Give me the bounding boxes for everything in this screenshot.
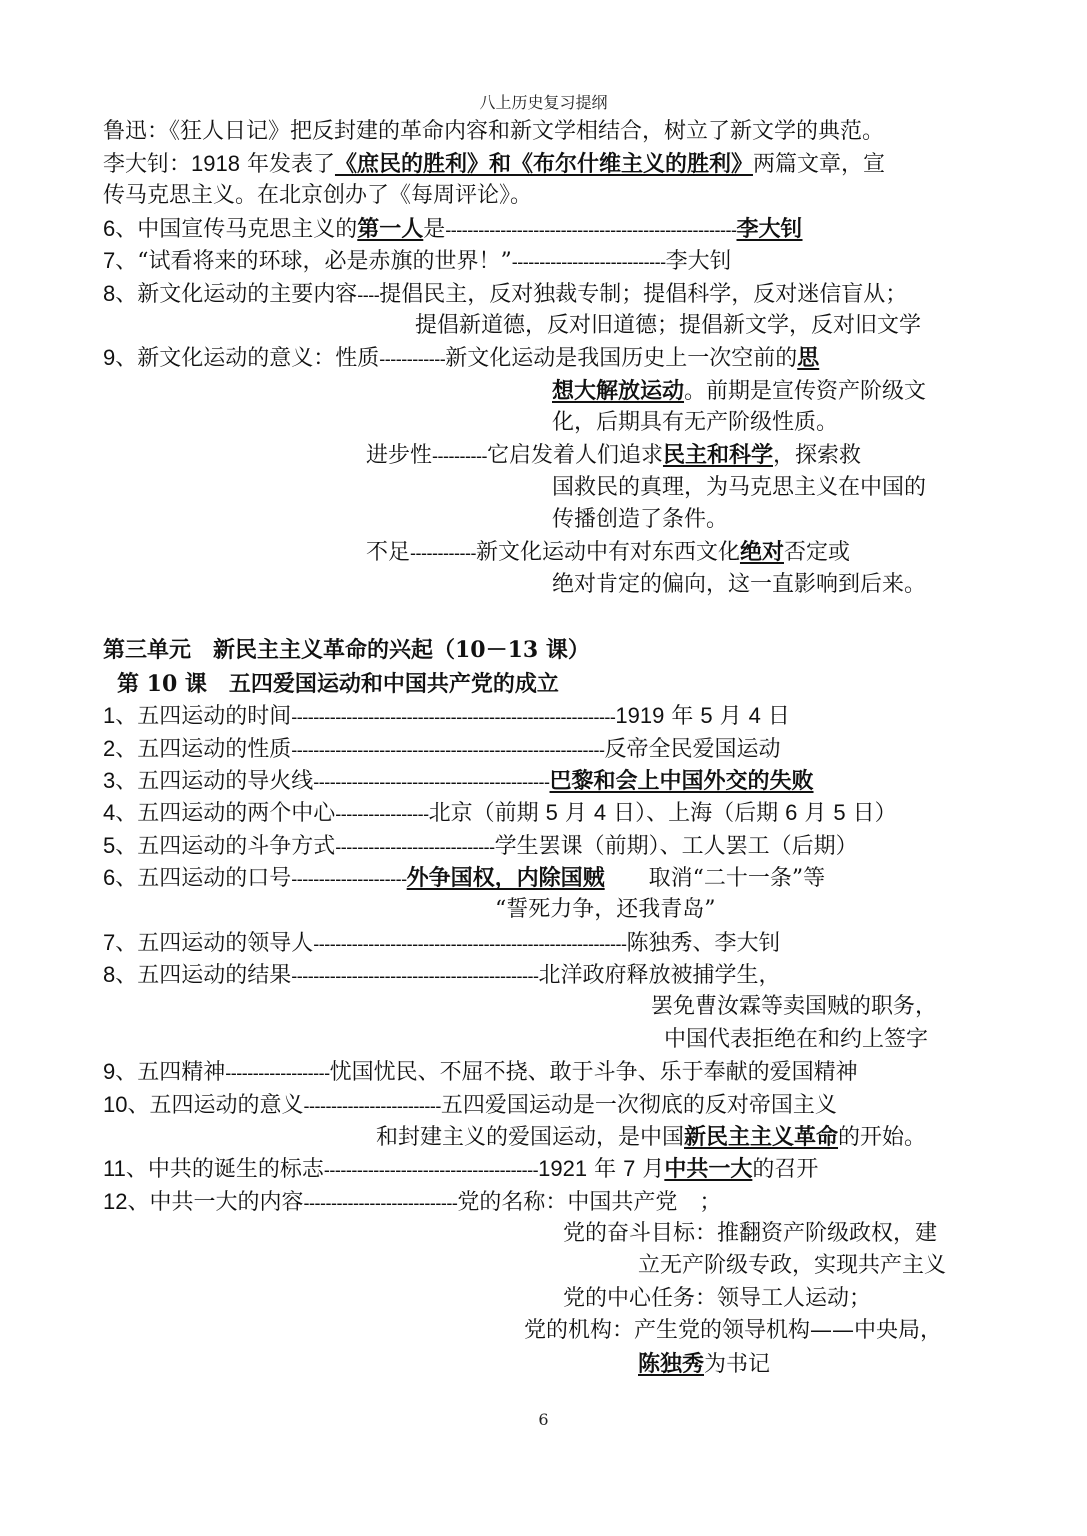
emphasis-text: 外争国权，内除国贼: [406, 865, 605, 891]
text-segment: 12: [103, 1189, 128, 1214]
text-segment: 北洋政府释放被捕学生，: [538, 963, 781, 988]
dash-leader: -----------------------------------------------------: [445, 220, 737, 240]
text-line: [552, 376, 926, 407]
text-line: [366, 537, 850, 568]
text-line: [103, 1187, 721, 1218]
dash-leader: ---------------------------------------------: [291, 966, 539, 986]
emphasis-text: 第一人: [357, 216, 424, 242]
text-segment: 进步性: [366, 443, 433, 468]
text-segment: 国救民的真理，为马克思主义在中国的: [552, 475, 927, 500]
text-line: [552, 570, 926, 600]
text-segment: 月: [557, 801, 594, 826]
text-segment: 五四爱国运动是一次彻底的反对帝国主义: [440, 1093, 837, 1118]
text-segment: 9: [103, 345, 116, 370]
text-segment: 6: [785, 800, 798, 825]
text-segment: 提倡民主，反对独裁专制；提倡科学，反对迷信盲从；: [379, 282, 908, 307]
text-line: [103, 1057, 858, 1088]
text-line: [103, 343, 819, 374]
text-segment: 党的机构：产生党的领导机构——中央局，: [524, 1318, 943, 1343]
text-segment: 4: [593, 800, 607, 825]
text-segment: 立无产阶级专政，实现共产主义: [638, 1253, 947, 1278]
text-segment: 6: [103, 216, 116, 241]
text-line: [552, 408, 838, 438]
text-line: [103, 246, 732, 277]
text-segment: 的开始。: [838, 1125, 927, 1150]
emphasis-text: 《庶民的胜利》和《布尔什维主义的胜利》: [334, 151, 753, 177]
text-segment: 、五四运动的斗争方式: [115, 834, 336, 859]
text-segment: 李大钊：: [103, 152, 192, 177]
text-segment: 。前期是宣传资产阶级文: [684, 379, 927, 404]
text-segment: 、五四运动的口号: [115, 866, 292, 891]
text-line: [103, 734, 780, 765]
text-segment: 反帝全民爱国运动: [604, 737, 781, 762]
dash-leader: -------------------------: [303, 1096, 441, 1116]
text-line: [103, 766, 814, 797]
text-segment: 6: [103, 865, 116, 890]
text-segment: 是: [423, 217, 446, 242]
text-segment: 月: [635, 1157, 665, 1182]
text-segment: 10: [103, 1092, 128, 1117]
text-segment: 1: [103, 703, 116, 728]
emphasis-text: 想大解放运动: [552, 378, 685, 404]
text-segment: 否定或: [783, 540, 850, 565]
text-line: [103, 635, 590, 666]
text-segment: 党的中心任务：领导工人运动；: [563, 1286, 872, 1311]
dash-leader: ---------------------------------------------------------: [313, 934, 627, 954]
text-segment: 、五四运动的两个中心: [115, 801, 336, 826]
text-segment: 两篇文章，宣: [752, 152, 885, 177]
text-line: [103, 279, 907, 310]
text-segment: 学生罢课（前期）、工人罢工（后期）: [494, 834, 858, 859]
text-line: [103, 863, 825, 894]
text-line: [366, 440, 861, 471]
text-segment: ，探索救: [773, 443, 862, 468]
text-segment: 1918: [191, 151, 240, 176]
dash-leader: ---------------------------------------: [323, 1160, 539, 1180]
emphasis-text: 思: [797, 345, 820, 371]
text-segment: 传播创造了条件。: [552, 507, 729, 532]
text-segment: 7: [103, 248, 116, 273]
text-segment: 不足: [366, 540, 411, 565]
text-segment: 9: [103, 1059, 116, 1084]
text-segment: 的召开: [752, 1157, 819, 1182]
text-segment: 党的名称：中国共产党 ；: [457, 1190, 722, 1215]
text-segment: 提倡新道德，反对旧道德；提倡新文学，反对旧文学: [415, 313, 922, 338]
dash-leader: ------------: [410, 543, 476, 563]
dash-leader: ----: [357, 285, 380, 305]
text-segment: 、五四运动的性质: [115, 737, 292, 762]
emphasis-text: 李大钊: [736, 216, 803, 242]
dash-leader: ----------------------------: [511, 252, 666, 272]
emphasis-text: 巴黎和会上中国外交的失败: [549, 768, 814, 794]
page-number: 6: [538, 1410, 549, 1429]
text-segment: 1921: [538, 1156, 588, 1181]
text-line: [376, 1122, 926, 1153]
text-segment: 第三单元 新民主主义革命的兴起（10－13 课）: [103, 637, 590, 663]
text-line: [103, 214, 803, 245]
text-segment: 中国代表拒绝在和约上签字: [664, 1027, 929, 1052]
text-line: [552, 505, 728, 535]
text-segment: 、中共一大的内容: [127, 1190, 304, 1215]
text-segment: 党的奋斗目标：推翻资产阶级政权，建: [563, 1221, 938, 1246]
text-segment: 忧国忧民、不屈不挠、敢于斗争、乐于奉献的爱国精神: [329, 1060, 858, 1085]
text-line: [103, 181, 532, 211]
text-segment: 绝对肯定的偏向，这一直影响到后来。: [552, 572, 927, 597]
dash-leader: -----------------: [335, 804, 429, 824]
emphasis-text: 绝对: [739, 539, 784, 565]
text-segment: 3: [103, 768, 116, 793]
text-segment: 第 10 课 五四爱国运动和中国共产党的成立: [117, 671, 559, 697]
text-line: [103, 1154, 818, 1185]
dash-leader: ------------: [379, 349, 446, 369]
text-segment: 、新文化运动的主要内容: [115, 282, 358, 307]
text-segment: 、“试看将来的环球，必是赤旗的世界！”: [115, 249, 512, 274]
text-segment: 李大钊: [665, 249, 732, 274]
text-segment: 、中共的诞生的标志: [125, 1157, 324, 1182]
text-segment: 、五四精神: [115, 1060, 226, 1085]
dash-leader: -----------------------------------------------------------: [291, 707, 616, 727]
text-segment: 和封建主义的爱国运动，是中国: [376, 1125, 685, 1150]
text-line: [664, 1025, 928, 1055]
text-line: [103, 149, 885, 180]
dash-leader: -------------------: [225, 1063, 330, 1083]
text-segment: 年: [587, 1157, 624, 1182]
text-line: [552, 473, 926, 503]
text-segment: 日）: [845, 801, 897, 826]
text-segment: “誓死力争，还我青岛”: [495, 897, 716, 922]
text-line: [117, 669, 559, 700]
text-segment: 4: [103, 800, 116, 825]
text-line: [495, 895, 716, 925]
text-segment: 它启发着人们追求: [486, 443, 663, 468]
emphasis-text: 中共一大: [664, 1156, 753, 1182]
text-segment: 8: [103, 281, 116, 306]
emphasis-text: 新民主主义革命: [684, 1124, 839, 1150]
text-segment: 传马克思主义。在北京创办了《每周评论》。: [103, 183, 533, 208]
text-segment: 化，后期具有无产阶级性质。: [552, 410, 839, 435]
text-segment: 4: [748, 703, 761, 728]
text-segment: 8: [103, 962, 116, 987]
text-segment: 月: [797, 801, 834, 826]
text-segment: 11: [103, 1156, 126, 1181]
text-segment: 鲁迅：《狂人日记》把反封建的革命内容和新文学相结合，树立了新文学的典范。: [103, 119, 885, 144]
page-header: 八上历史复习提纲: [479, 93, 608, 112]
text-segment: 、五四运动的领导人: [115, 931, 314, 956]
text-segment: 新文化运动中有对东西文化: [475, 540, 740, 565]
text-segment: 7: [103, 930, 116, 955]
dash-leader: ----------: [432, 446, 487, 466]
text-line: [103, 960, 781, 991]
text-segment: 、五四运动的意义: [127, 1093, 304, 1118]
text-segment: 取消“二十一条”等: [604, 866, 826, 891]
dash-leader: ----------------------------: [303, 1193, 458, 1213]
text-segment: 年: [664, 704, 701, 729]
text-segment: 北京（前期: [428, 801, 546, 826]
text-line: [638, 1349, 770, 1380]
text-line: [524, 1316, 942, 1346]
text-line: [415, 311, 921, 341]
text-line: [103, 831, 858, 862]
dash-leader: -------------------------------------------: [313, 772, 550, 792]
text-line: [103, 798, 897, 829]
text-segment: 日）、上海（后期: [606, 801, 786, 826]
text-line: [563, 1284, 871, 1314]
text-segment: 、五四运动的结果: [115, 963, 292, 988]
text-segment: 5: [545, 800, 558, 825]
text-line: [651, 992, 937, 1022]
text-segment: 、五四运动的导火线: [115, 769, 314, 794]
text-segment: 、中国宣传马克思主义的: [115, 217, 358, 242]
text-segment: 陈独秀、李大钊: [626, 931, 781, 956]
emphasis-text: 陈独秀: [638, 1351, 705, 1377]
text-segment: 5: [833, 800, 846, 825]
text-segment: 为书记: [704, 1352, 771, 1377]
text-segment: 日: [760, 704, 790, 729]
text-segment: 1919: [615, 703, 665, 728]
text-segment: 7: [623, 1156, 636, 1181]
text-segment: 2: [103, 736, 116, 761]
dash-leader: ---------------------: [291, 869, 407, 889]
text-segment: 、五四运动的时间: [115, 704, 292, 729]
text-segment: 新文化运动是我国历史上一次空前的: [445, 346, 798, 371]
text-line: [103, 117, 884, 147]
dash-leader: ---------------------------------------------------------: [291, 740, 605, 760]
text-line: [563, 1219, 937, 1249]
text-line: [103, 1090, 837, 1121]
text-line: [638, 1251, 946, 1281]
text-segment: 罢免曹汝霖等卖国贼的职务，: [651, 994, 938, 1019]
text-segment: 年发表了: [239, 152, 335, 177]
text-line: [103, 928, 780, 959]
text-segment: 月: [712, 704, 749, 729]
text-line: [103, 701, 790, 732]
text-segment: 5: [700, 703, 713, 728]
text-segment: 、新文化运动的意义：性质: [115, 346, 380, 371]
dash-leader: -----------------------------: [335, 837, 495, 857]
text-segment: 5: [103, 833, 116, 858]
emphasis-text: 民主和科学: [662, 442, 773, 468]
